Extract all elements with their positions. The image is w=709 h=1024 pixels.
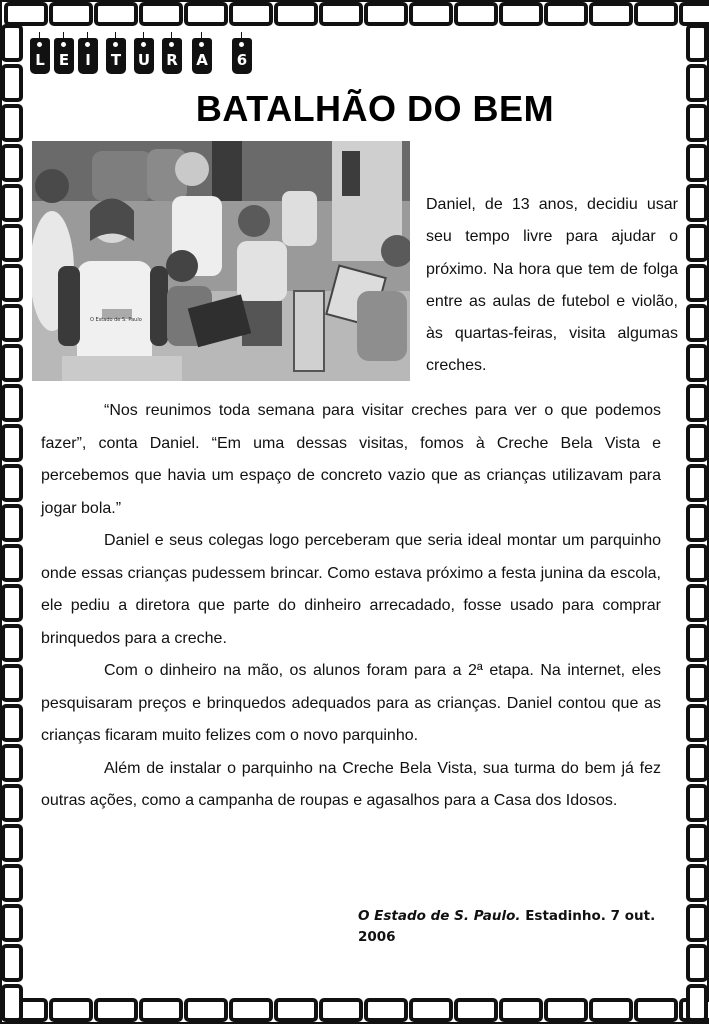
article-paragraph: Além de instalar o parquinho na Creche Bela Vista, sua turma do bem já fez outras ações, como a campanha de roupas e agasalhos para a Casa dos Idosos. — [41, 759, 661, 809]
frame-tile — [231, 1000, 271, 1020]
frame-tile — [3, 186, 21, 220]
frame-tile — [456, 1000, 496, 1020]
frame-tile — [96, 4, 136, 24]
frame-tile — [3, 666, 21, 700]
frame-tile — [6, 4, 46, 24]
frame-tile — [96, 1000, 136, 1020]
frame-tile — [3, 386, 21, 420]
frame-tile — [3, 66, 21, 100]
frame-tile — [366, 1000, 406, 1020]
tag-letter: L — [30, 38, 50, 74]
frame-tile — [3, 746, 21, 780]
frame-tile — [186, 4, 226, 24]
frame-tile — [3, 426, 21, 460]
frame-tile — [636, 4, 676, 24]
frame-tile — [688, 26, 706, 60]
source-citation — [358, 906, 658, 948]
frame-tile — [688, 986, 706, 1020]
frame-tile — [3, 106, 21, 140]
frame-tile — [591, 1000, 631, 1020]
frame-tile — [688, 346, 706, 380]
frame-tile — [688, 226, 706, 260]
article-paragraph: Com o dinheiro na mão, os alunos foram para a 2ª etapa. Na internet, eles pesquisaram preços e brinquedos adequados para as crianças. Daniel contou que as crianças ficaram muito felizes com o novo parquinho. — [41, 662, 661, 744]
frame-tile — [591, 4, 631, 24]
frame-tile — [688, 426, 706, 460]
frame-tile — [3, 586, 21, 620]
article-photo — [32, 141, 410, 381]
frame-tile — [411, 1000, 451, 1020]
frame-tile — [231, 4, 271, 24]
frame-tile — [688, 906, 706, 940]
frame-tile — [3, 226, 21, 260]
frame-tile — [688, 866, 706, 900]
frame-tile — [3, 346, 21, 380]
article-paragraph: Daniel e seus colegas logo perceberam que seria ideal montar um parquinho onde essas crianças pudessem brincar. Como estava próximo a festa junina da escola, ele pediu a diretora que parte do dinheiro arrecadado, fosse usado para comprar brinquedos para a creche. — [41, 532, 661, 647]
frame-tile — [688, 826, 706, 860]
frame-tile — [411, 4, 451, 24]
frame-tile — [688, 626, 706, 660]
frame-tile — [501, 1000, 541, 1020]
frame-tile — [3, 706, 21, 740]
frame-tile — [688, 106, 706, 140]
tag-letter: I — [78, 38, 98, 74]
frame-tile — [688, 186, 706, 220]
frame-tile — [3, 626, 21, 660]
photo-shirt-text: O Estado de S. Paulo — [90, 317, 142, 323]
frame-tile — [321, 1000, 361, 1020]
tag-letter: T — [106, 38, 126, 74]
frame-tile — [51, 1000, 91, 1020]
source-details: Estadinho. 7 out. 2006 — [358, 908, 656, 945]
page-title: BATALHÃO DO BEM — [195, 88, 555, 129]
article-body — [41, 395, 661, 818]
frame-tile — [3, 946, 21, 980]
frame-tile — [688, 66, 706, 100]
frame-tile — [276, 4, 316, 24]
frame-tile — [3, 466, 21, 500]
frame-tile — [688, 706, 706, 740]
frame-tile — [681, 4, 709, 24]
tag-letter: A — [192, 38, 212, 74]
article-paragraph: “Nos reunimos toda semana para visitar creches para ver o que podemos fazer”, conta Daniel. “Em uma dessas visitas, fomos à Creche Bela Vista e percebemos que havia um espaço de concreto vazio que as crianças utilizavam para jogar bola.” — [41, 402, 661, 517]
frame-tile — [546, 1000, 586, 1020]
frame-tile — [456, 4, 496, 24]
frame-tile — [688, 546, 706, 580]
frame-tile — [3, 306, 21, 340]
frame-tile — [546, 4, 586, 24]
intro-paragraph: Daniel, de 13 anos, decidiu usar seu tempo livre para ajudar o próximo. Na hora que tem de folga entre as aulas de futebol e violão, às quartas-feiras, visita algumas creches. — [426, 196, 678, 375]
frame-tile — [276, 1000, 316, 1020]
frame-tile — [688, 746, 706, 780]
frame-tile — [3, 786, 21, 820]
tag-letter: U — [134, 38, 154, 74]
frame-tile — [688, 466, 706, 500]
frame-tile — [688, 786, 706, 820]
frame-tile — [688, 946, 706, 980]
frame-tile — [688, 146, 706, 180]
frame-tile — [688, 586, 706, 620]
frame-tile — [3, 26, 21, 60]
frame-tile — [3, 146, 21, 180]
frame-tile — [51, 4, 91, 24]
frame-tile — [321, 4, 361, 24]
frame-tile — [3, 266, 21, 300]
frame-tile — [3, 506, 21, 540]
tag-letter: R — [162, 38, 182, 74]
frame-tile — [3, 866, 21, 900]
frame-tile — [3, 546, 21, 580]
frame-tile — [3, 826, 21, 860]
frame-tile — [3, 906, 21, 940]
frame-tile — [141, 1000, 181, 1020]
frame-tile — [366, 4, 406, 24]
frame-tile — [636, 1000, 676, 1020]
tag-letter: E — [54, 38, 74, 74]
frame-tile — [688, 306, 706, 340]
frame-tile — [501, 4, 541, 24]
frame-tile — [3, 986, 21, 1020]
frame-tile — [688, 266, 706, 300]
frame-tile — [688, 386, 706, 420]
source-publication: O Estado de S. Paulo. — [358, 908, 521, 924]
frame-tile — [688, 506, 706, 540]
frame-tile — [186, 1000, 226, 1020]
tag-letter: 6 — [232, 38, 252, 74]
frame-tile — [141, 4, 181, 24]
frame-tile — [688, 666, 706, 700]
